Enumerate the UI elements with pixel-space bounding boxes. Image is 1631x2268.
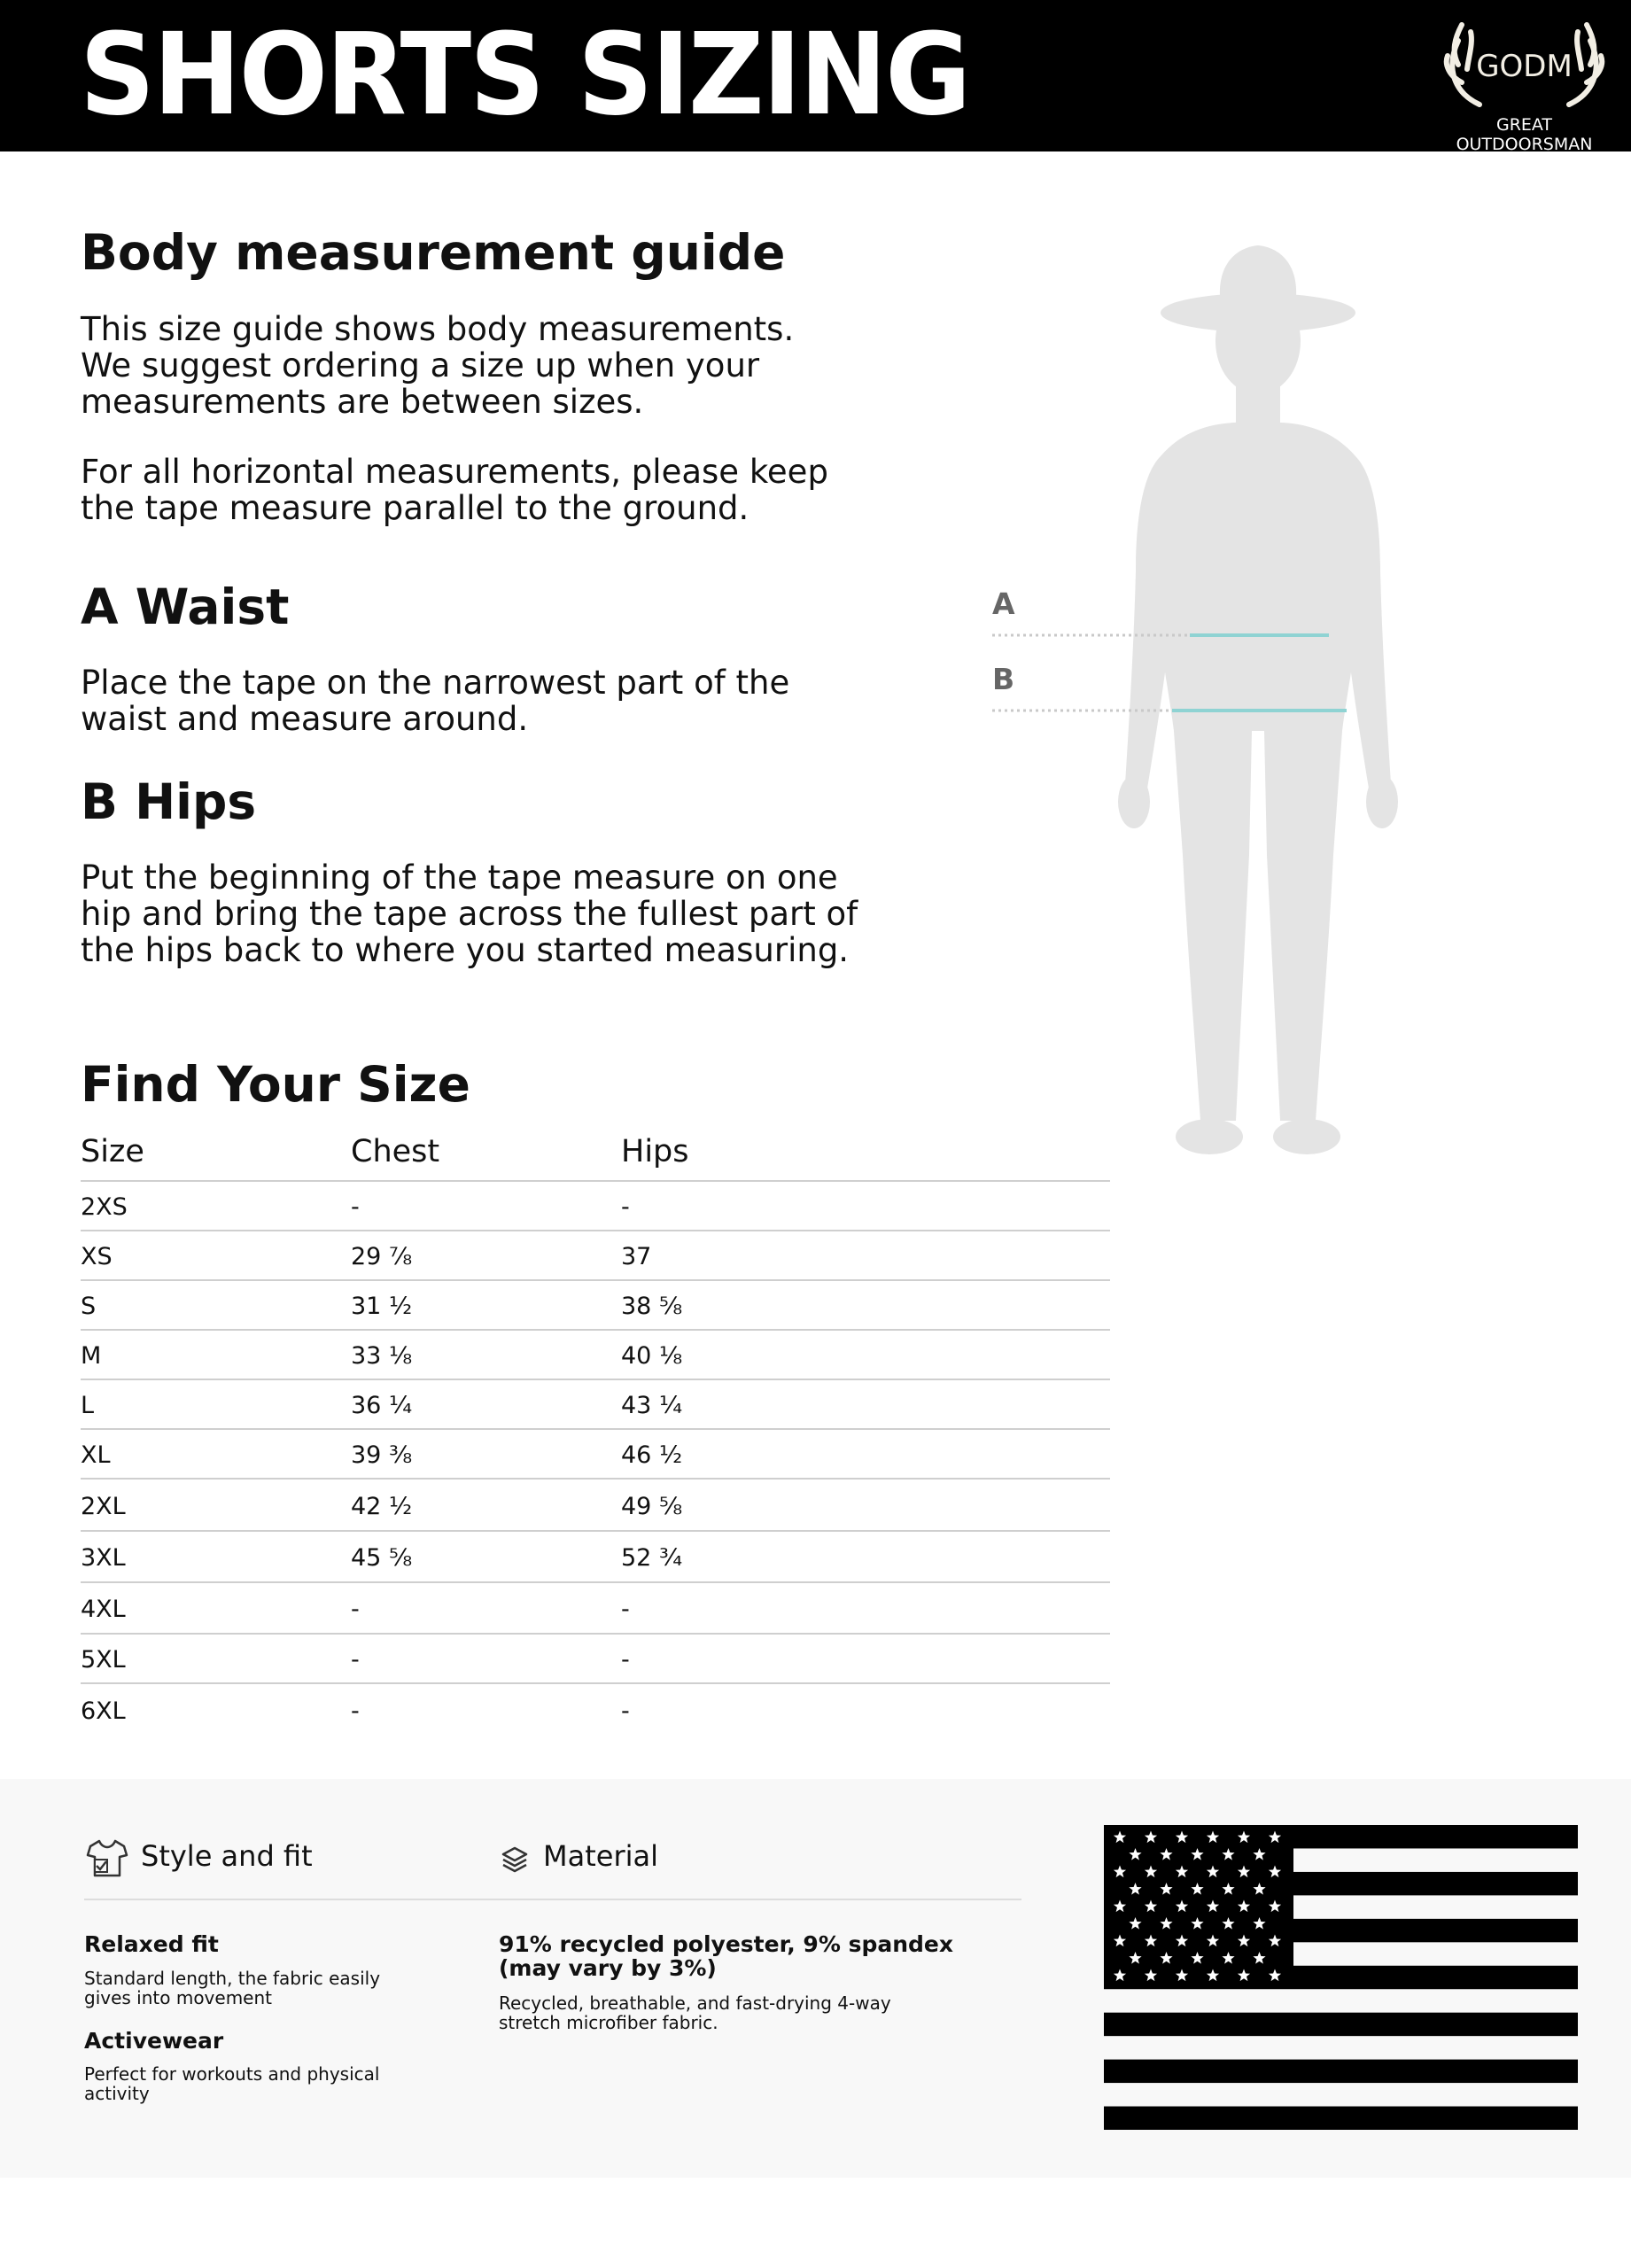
us-flag-icon (1104, 1825, 1578, 2130)
body-figure (983, 235, 1462, 1183)
table-header-row (81, 1134, 1110, 1182)
table-row (81, 1583, 1110, 1635)
table-row (81, 1430, 1110, 1480)
material-heading: Material (543, 1839, 658, 1873)
column-header-hips: Hips (621, 1134, 689, 1169)
guide-intro (81, 311, 896, 420)
chest-cell: 42 ½ (351, 1493, 413, 1520)
material-title (499, 1932, 953, 1980)
hips-instructions (81, 859, 896, 968)
waist-heading: A Waist (81, 579, 290, 635)
table-row (81, 1480, 1110, 1532)
waist-line: waist and measure around. (81, 700, 529, 738)
material-desc-line: stretch microfiber fabric. (499, 2012, 718, 2033)
chest-cell: 31 ½ (351, 1293, 413, 1320)
size-cell: 3XL (81, 1544, 126, 1572)
material-desc-line: Recycled, breathable, and fast-drying 4-way (499, 1992, 891, 2014)
column-header-size: Size (81, 1134, 144, 1169)
size-cell: 5XL (81, 1646, 126, 1674)
activewear-line: Perfect for workouts and physical (84, 2063, 380, 2085)
guide-tape-note (81, 454, 896, 526)
activewear-line: activity (84, 2083, 150, 2104)
column-header-chest: Chest (351, 1134, 440, 1169)
size-cell: M (81, 1342, 102, 1370)
page-title: SHORTS SIZING (80, 8, 970, 141)
flag-stripe (1104, 2013, 1578, 2036)
chest-cell: 33 ⅛ (351, 1342, 413, 1370)
size-cell: XL (81, 1441, 111, 1469)
relaxed-fit-line: gives into movement (84, 1987, 273, 2008)
marker-b: B (992, 662, 1015, 696)
layers-icon (500, 1845, 530, 1875)
hips-cell: 46 ½ (621, 1441, 683, 1469)
chest-cell: - (351, 1193, 360, 1221)
footer-divider (84, 1899, 1021, 1900)
table-row (81, 1684, 1110, 1734)
relaxed-fit-desc (84, 1969, 380, 2008)
chest-cell: - (351, 1596, 360, 1623)
material-desc (499, 1993, 891, 2032)
waist-instructions (81, 664, 896, 737)
hips-line: the hips back to where you started measuring. (81, 931, 850, 969)
hips-cell: - (621, 1193, 630, 1221)
style-fit-heading: Style and fit (141, 1839, 313, 1873)
chest-cell: - (351, 1646, 360, 1674)
table-row (81, 1532, 1110, 1583)
size-cell: 4XL (81, 1596, 126, 1623)
hips-cell: 43 ¼ (621, 1392, 683, 1419)
flag-stripe (1104, 2107, 1578, 2130)
guide-intro-line: measurements are between sizes. (81, 383, 644, 421)
chest-cell: 36 ¼ (351, 1392, 413, 1419)
chest-cell: 39 ⅜ (351, 1441, 413, 1469)
table-row (81, 1182, 1110, 1231)
size-cell: S (81, 1293, 97, 1320)
hips-line: Put the beginning of the tape measure on one (81, 858, 838, 897)
brand-logo (1442, 16, 1606, 154)
guide-tape-line: For all horizontal measurements, please keep (81, 453, 828, 491)
activewear-title: Activewear (84, 2028, 224, 2054)
table-row (81, 1281, 1110, 1331)
table-row (81, 1380, 1110, 1430)
size-cell: XS (81, 1243, 113, 1270)
size-table (81, 1134, 1110, 1734)
guide-intro-line: We suggest ordering a size up when your (81, 346, 760, 384)
shirt-check-icon (86, 1838, 128, 1879)
material-title-line: (may vary by 3%) (499, 1955, 717, 1981)
hips-cell: 38 ⅝ (621, 1293, 683, 1320)
hips-cell: 37 (621, 1243, 652, 1270)
guide-heading: Body measurement guide (81, 224, 786, 281)
hips-heading: B Hips (81, 773, 257, 830)
size-cell: L (81, 1392, 95, 1419)
size-table-heading: Find Your Size (81, 1056, 470, 1113)
hips-cell: 52 ¾ (621, 1544, 683, 1572)
antlers-icon (1442, 16, 1606, 113)
marker-a: A (992, 586, 1015, 621)
material-title-line: 91% recycled polyester, 9% spandex (499, 1931, 953, 1957)
size-cell: 2XS (81, 1193, 128, 1221)
flag-stripe (1104, 2060, 1578, 2083)
hips-cell: - (621, 1697, 630, 1725)
table-row (81, 1231, 1110, 1281)
logo-text: GREAT OUTDOORSMAN (1456, 115, 1593, 154)
hips-cell: - (621, 1596, 630, 1623)
header-bar (0, 0, 1631, 154)
size-cell: 6XL (81, 1697, 126, 1725)
relaxed-fit-line: Standard length, the fabric easily (84, 1968, 381, 1989)
hips-line: hip and bring the tape across the fullest part of (81, 895, 858, 933)
logo-mark: GODM (1476, 49, 1573, 84)
table-row (81, 1331, 1110, 1380)
guide-tape-line: the tape measure parallel to the ground. (81, 489, 749, 527)
hips-cell: 49 ⅝ (621, 1493, 683, 1520)
activewear-desc (84, 2064, 379, 2103)
table-row (81, 1635, 1110, 1684)
chest-cell: 45 ⅝ (351, 1544, 413, 1572)
size-cell: 2XL (81, 1493, 126, 1520)
chest-cell: - (351, 1697, 360, 1725)
relaxed-fit-title: Relaxed fit (84, 1931, 219, 1957)
human-silhouette-icon (983, 235, 1462, 1183)
guide-intro-line: This size guide shows body measurements. (81, 310, 795, 348)
hips-cell: 40 ⅛ (621, 1342, 683, 1370)
chest-cell: 29 ⅞ (351, 1243, 413, 1270)
hips-cell: - (621, 1646, 630, 1674)
waist-line: Place the tape on the narrowest part of the (81, 664, 790, 702)
